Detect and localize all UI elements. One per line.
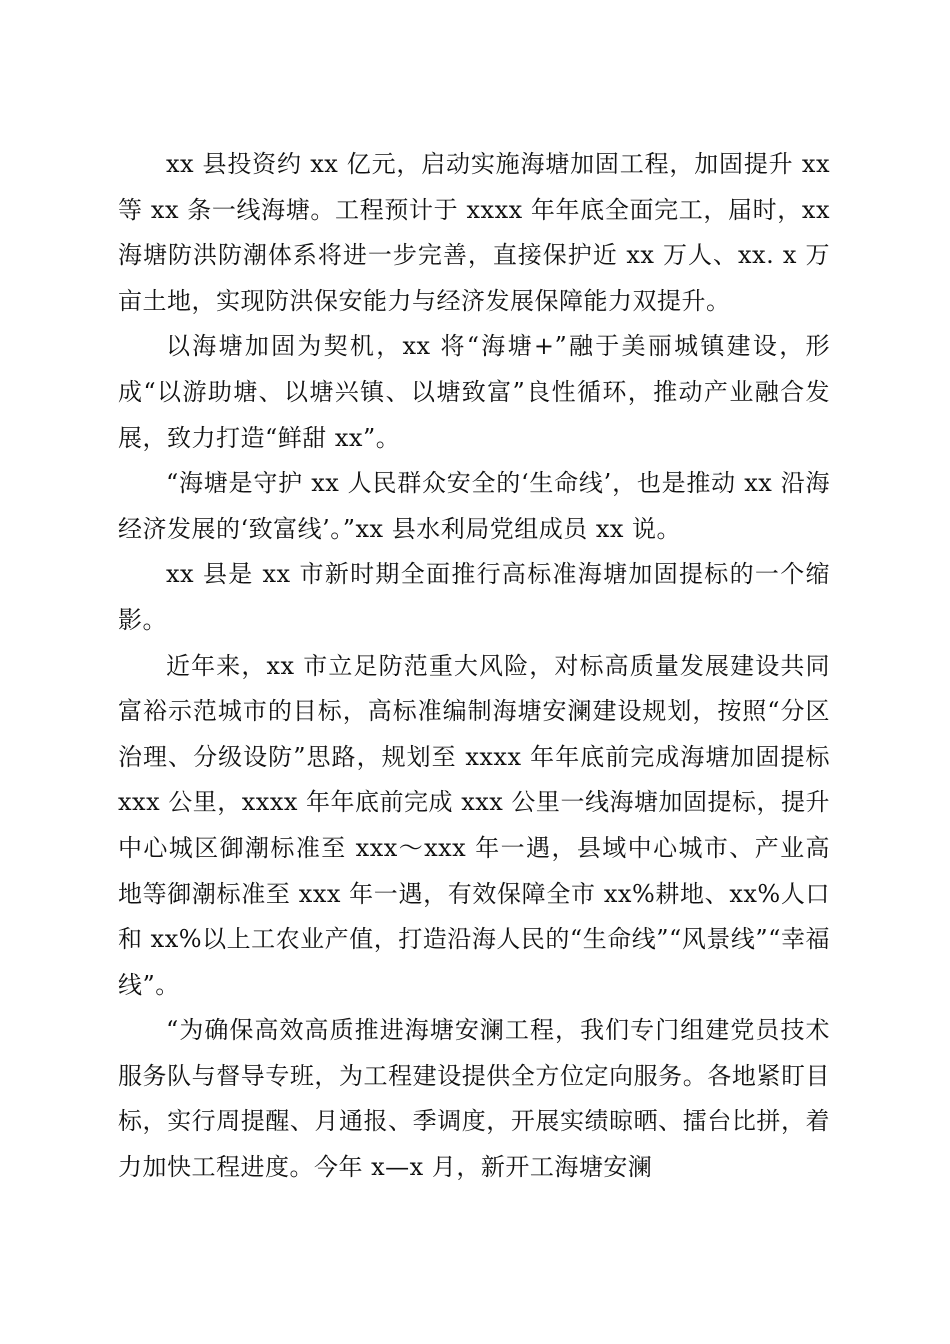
paragraph-quote-lifeline: “海塘是守护 xx 人民群众安全的‘生命线’，也是推动 xx 沿海经济发展的‘致富线’。”xx 县水利局党组成员 xx 说。 (118, 469, 830, 543)
paragraph-county-epitome: xx 县是 xx 市新时期全面推行高标准海塘加固提标的一个缩影。 (118, 560, 830, 634)
paragraph-investment: xx 县投资约 xx 亿元，启动实施海塘加固工程，加固提升 xx 等 xx 条一线海塘。工程预计于 xxxx 年年底全面完工，届时，xx 海塘防洪防潮体系将进一步完善，直接保护近 xx 万人、xx. x 万亩土地，实现防洪保安能力与经济发展保障能力双提升。 (118, 150, 830, 315)
paragraph-quote-progress: “为确保高效高质推进海塘安澜工程，我们专门组建党员技术服务队与督导专班，为工程建设提供全方位定向服务。各地紧盯目标，实行周提醒、月通报、季调度，开展实绩晾晒、擂台比拼，着力加快工程进度。今年 x—x 月，新开工海塘安澜 (118, 1016, 830, 1182)
document-body (118, 142, 830, 1191)
paragraph-recent-years: 近年来，xx 市立足防范重大风险，对标高质量发展建设共同富裕示范城市的目标，高标准编制海塘安澜建设规划，按照“分区治理、分级设防”思路，规划至 xxxx 年年底前完成海塘加固提标 xxx 公里，xxxx 年年底前完成 xxx 公里一线海塘加固提标，提升中心城区御潮标准至 xxx～xxx 年一遇，县域中心城市、产业高地等御潮标准至 xxx 年一遇，有效保障全市 xx%耕地、xx%人口和 xx%以上工农业产值，打造沿海人民的“生命线”“风景线”“幸福线”。 (118, 651, 830, 999)
paragraph-opportunity: 以海塘加固为契机，xx 将“海塘+”融于美丽城镇建设，形成“以游助塘、以塘兴镇、以塘致富”良性循环，推动产业融合发展，致力打造“鲜甜 xx”。 (118, 332, 830, 452)
